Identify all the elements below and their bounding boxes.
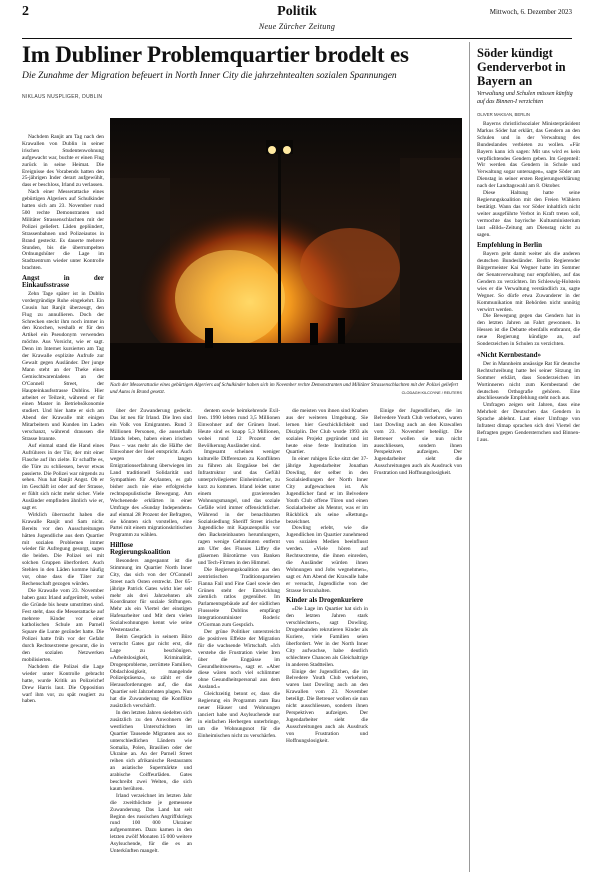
subheading: «Nicht Kernbestand»: [477, 351, 541, 359]
paragraph: Bayerns christlichsozialer Ministerpräsident Markus Söder hat erklärt, das Gendern an den Schulen und in der Verwaltung des Bundeslandes verbieten zu wollen. «Für Bayern kann ich sagen: Mit uns wird es kein verpflichtendes Gendern geben. Im Gegenteil: Wir werden das Gendern in Schule und Verwaltung sogar untersagen», sagte Söder am Dienstag in seiner ersten Regierungserklärung nach der Landtagswahl am 8. Oktober.: [477, 121, 580, 190]
paragraph: Auf einmal stand die Hand eines Aufrührers in der Tür, der mit einer Flasche auf ihn zielte. Er schaffte es, die Türe zu schliessen, bevor etwas passierte. Die Polizei war nirgends zu sehen. Nun hat Ranjit Angst. Ob er im Geschäft ist oder auf der Strasse, er fühlt sich nicht mehr sicher. Viele Ausländer empfinden ähnlich wie er, sagt er.: [22, 442, 104, 512]
page-number: 2: [22, 4, 29, 19]
caption-text: Nach der Messerattacke eines gebürtigen Algeriers auf Schulkinder haben sich im November rechte Demonstranten und Militäter Strassenschlachten mit der Polizei geliefert und Autos in Brand gesetzt.: [110, 383, 458, 395]
riot-photo: [110, 118, 462, 380]
paragraph: Die Krawalle vom 23. November haben ganz Irland aufgerüttelt, wobei die Gründe bis heute umstritten sind. Fest steht, dass die Messerattacke auf mehrere Kinder vor einer katholischen Schule am Parnell Square die Lunte gezündet hatte. Die Polizei hatte früh vor der Gefahr durch Rechtsextreme gewarnt, die in den sozialen Netzwerken mobilisierten.: [22, 587, 104, 663]
paragraph: Wirklich überrascht haben die Krawalle Ranjit und Sam nicht. Bereits vor den Ausschreitungen hätten Jugendliche aus dem Quartier mit sozialen Problemen immer wieder für Aufregung gesorgt, sagen die beiden. Die Polizei sei mit solchen Gruppen überfordert. Auch Stehlen in den Läden komme häufig vor, ohne dass die Täter zur Rechenschaft gezogen würden.: [22, 511, 104, 587]
article-byline: NIKLAUS NUSPLIGER, DUBLIN: [22, 94, 103, 100]
subheading: Kinder als Drogenkuriere: [286, 596, 363, 605]
header-rule: [22, 38, 572, 39]
main-article: [22, 42, 462, 872]
paragraph: In einer ruhigen Ecke sitzt der 37-jährige Jugendarbeiter Jonathan Dowling, der selber in den Sozialsiedlungen der North Inner City aufgewachsen ist. Als Jugendlicher fand er im Belvedere Youth Club offene Türen und einen Sozialarbeiter als Mentor, was er im Rückblick als seine «Rettung» bezeichnet.: [286, 456, 368, 525]
paragraph: dentem sowie heimkehrende Exil-Iren. 1990 lebten rund 3,5 Millionen Einwohner auf der Grünen Insel. Heute sind es knapp 5,3 Millionen, wobei rund 12 Prozent der Bevölkerung Ausländer sind.: [198, 408, 280, 449]
paragraph: Einige der Jugendlichen, die im Belvedere Youth Club verkehren, waren laut Dowling auch an den Krawallen vom 23. November beteiligt. Die Betreuer wollen sie nun nicht ausschliessen, sondern ihnen Perspektiven aufzeigen. Der Jugendarbeiter sieht die Ausschreitungen auch als Ausdruck von Frustration und Hoffnungslosigkeit.: [286, 668, 368, 744]
subheading: Hilflose Regierungskoalition: [110, 541, 171, 557]
paragraph: Nachdem Ranjit am Tag nach den Krawallen von Dublin in seiner irischen Studentenwohnung aufgewacht war, buchte er einen Flug zurück in seine Heimat. Die Ereignisse des Vorabends hatten den 25-jährigen Inder derart aufgewühlt, dass er beschloss, Irland zu verlassen.: [22, 134, 104, 189]
photo-credit: CLODAGH KILCOYNE / REUTERS: [401, 390, 462, 395]
sidebar-article: [469, 42, 580, 872]
masthead: Neue Zürcher Zeitung: [258, 22, 336, 31]
paragraph: Der grüne Politiker unterstreicht die positiven Effekte der Migration für die wachsende Wirtschaft. «Ich verstehe die Frustration vieler Iren über die Engpässe im Gesundheitswesen», sagt er. «Aber diese wären noch viel schlimmer ohne Gesundheitspersonal aus dem Ausland.»: [198, 629, 280, 691]
paragraph: Nach einer Messerattacke eines gebürtigen Algeriers auf Schulkinder hatten sich am 23. November rund 500 rechte Demonstranten und Militäter Strassenschlachten mit der Polizei geliefert. Läden geplündert, Strassenbahnen und Polizeiautos in Brand gesteckt. Es dauerte mehrere Stunden, bis die überrumpelten Ordnungshüter die Lage im Stadtzentrum wieder unter Kontrolle brachten.: [22, 189, 104, 272]
paragraph: Diese Haltung hatte seine Regierungskoalition mit den Freien Wählern bestätigt. Wann das vor Söder inhaltlich nicht weiter ausgeführte Verbot in Kraft treten soll, vermochte das bayrische Kultusministerium laut «Bild»-Zeitung am Dienstag nicht zu sagen.: [477, 190, 580, 238]
paragraph: Die Bewegung gegen das Gendern hat in den letzten Jahren an Fahrt gewonnen. In Hessen ist die Debatte ebenfalls entbrannt, die neue Regierung kündigte an, auf Sonderzeichen in Schulen zu verzichten.: [477, 313, 580, 348]
paragraph: Einige der Jugendlichen, die im Belvedere Youth Club verkehren, waren laut Dowling auch an den Krawallen vom 23. November beteiligt. Die Betreuer wollen sie nun nicht ausschliessen, sondern ihnen Perspektiven aufzeigen. Der Jugendarbeiter sieht die Ausschreitungen auch als Ausdruck von Frustration und Hoffnungslosigkeit.: [374, 408, 462, 477]
column-4: [286, 408, 368, 864]
column-3: [198, 408, 280, 864]
subheading: Empfehlung in Berlin: [477, 241, 542, 250]
paragraph: «Die Lage im Quartier hat sich in den letzten Jahren stark verschlechtert», sagt Dowling. Drogenbanden rekrutieren Kinder als Kuriere, viele Familien seien überfordert. Wer in der North Inner City aufwachse, habe deutlich schlechtere Chancen als Gleichaltrige in anderen Stadtteilen.: [286, 606, 368, 668]
paragraph: Beim Gespräch in seinem Büro verrucht Gates gar nicht erst, die Lage zu beschönigen. «Arbeitslosigkeit, Kriminalität, Drogenprobleme, zerrüttete Familien, Obdachlosigkeit, mangelnde Polizeipräsenz», so zählt er die Herausforderungen auf, die das Quartier seit Jahrzehnten plagen. Nun hat die Zuwanderung die Konflikte zusätzlich verschärft.: [110, 634, 192, 710]
article-headline: Im Dubliner Problemquartier brodelt es: [22, 42, 409, 67]
section-title: Politik: [277, 4, 317, 19]
photo-caption: [110, 383, 462, 396]
paragraph: Umfragen zeigen seit Jahren, dass eine Mehrheit der Deutschen das Gendern in Sprache ablehnt. Laut einer Umfrage von Infratest dimap sprachen sich drei Viertel der Befragten gegen Gendersternchen und Binnen-I aus.: [477, 402, 580, 443]
paragraph: Besonders angespannt ist die Stimmung im Quartier North Inner City, das sich von der O'Connell Street nach Osten erstreckt. Der 65-jährige Patrick Gates wirkt hier seit mehr als drei Jahrzehnten als Koordinator für soziale Stiftungen. Mehr als ein Viertel der einstigen Hafenarbeiter und Mit dem vielen Sozialwohnungen kennt wie seine Westentasche.: [110, 558, 192, 634]
column-2: [110, 408, 192, 864]
paragraph: Die Regierungskoalition aus den zentristischen Traditionsparteien Fianna Fail und Fine Gael sowie den Grünen steht der Entwicklung ziemlich ratlos gegenüber. Im Parlamentsgebäude auf der südlichen Flussseite Dublins empfängt Integrationsminister Roderic O'Gorman zum Gespräch.: [198, 566, 280, 629]
paragraph: In den letzten Jahren siedelten sich zusätzlich zu den Anwohnern der westlichen Unterschichten im Quartier Tausende Migranten aus so unterschiedlichen Ländern wie Somalia, Polen, Brasilien oder der Ukraine an. An der Parnell Street reihen sich afrikanische Restaurants an asiatische Supermärkte und arabische Coiffeurläden. Gates beschreibt zwei Welten, die sich kaum berühren.: [110, 709, 192, 792]
column-5: [374, 408, 462, 864]
subheading: Angst in der Einkaufsstrasse: [22, 274, 104, 290]
paragraph: über der Zuwanderung gedeckt. Das ist neu für Irland. Die Iren sind ein Volk von Emigranten. Rund 3 Millionen Personen, die ausserhalb Irlands leben, haben einen irischen Pass – was mehr als die Hälfte der Einwohner der Insel entspricht. Auch wegen der langen Emigrationserfahrung überwiegen im Land traditionell Solidarität und Sympathien für Asylanten, es gab bisher auch nie eine erfolgreiche rechtspopulistische Bewegung. Am Wochenende erklärten in einer Umfrage des «Sunday Independent» auf einmal 28 Prozent der Befragten, sie könnten sich vorstellen, eine Partei mit einem migrationskritischen Programm zu wählen.: [110, 408, 192, 539]
column-1: [22, 134, 104, 864]
paragraph: Irland verzeichnet im letzten Jahr die zweithöchste je gemessene Zuwanderung. Das Land hat seit Beginn des russischen Angriffskriegs rund 100 000 Ukrainer aufgenommen. Dazu kamen in den letzten zwölf Monaten 15 000 weitere Asylsuchende, für die es an Unterkünften mangelt.: [110, 792, 192, 855]
paragraph: Bayern geht damit weiter als die anderen deutschen Bundesländer. Berlin Regierender Bürgermeister Kai Wegner hatte im Sommer der Senatsverwaltung nur empfohlen, auf das Gendern zu verzichten. Im Schleswig-Holstein wies er die Verwaltung verständlich zu, sagte Wegner. So dürfe etwa Zuwanderer in der Kommunikation mit Behörden nicht unnötig verwirrt werden.: [477, 251, 580, 313]
paragraph: Der in Mannheim ansässige Rat für deutsche Rechtschreibung hatte bei seiner Sitzung im Sommer erklärt, dass Sonderzeichen im Wortinneren nicht zum Kernbestand der deutschen Orthografie gehören. Eine abschliessende Empfehlung steht noch aus.: [477, 360, 580, 402]
paragraph: Imgesamt scheinen weniger kulturelle Differenzen zu Konflikten zu führen als Engpässe bei der Infrastruktur und das Gefühl unterprivilegierter Einheimischer, zu kurz zu kommen. Irland leidet unter einem gravierenden Wohnungsmangel, und das soziale Gefälle wird immer offensichtlicher. Während in der benachbarten Sozialsiedlung Sheriff Street irische Jugendliche mit Kapuzenpullis vor den Backsteinbauten herumlungern, ragen wenige Gehminuten entfernt am Ufer des Flusses Liffey die gläsernen Bürotürme von Banken und Tech-Firmen in den Himmel.: [198, 449, 280, 566]
paragraph: Zehn Tage später ist in Dublin vordergründige Ruhe eingekehrt. Ein Cousin hat Ranjit überzeugt, den Flug zu annullieren. Doch der Schrecken steckt ihm noch immer in den Knochen, weshalb er für den Artikel ein Pseudonym verwenden möchte. Aus Vorsicht, wie er sagt. Denn im Internet kursierten am Tag der Krawalle explizite Aufrufe zur Gewalt gegen Ausländer. Der junge Mann steht an der Theke eines Gemischtwarenladens an der O'Connell Street, der Haupteinkaufsstrasse Dublins. Hier arbeitet er Teilzeit, während er für einen Master in Betriebsökonomie studiert. Und hier hatte er sich am Abend der Krawalle mit einigen Mitarbeitern und Kunden im Laden verschanzt, während draussen die Strasse brannte.: [22, 290, 104, 442]
sidebar-subheadline: Verwaltung und Schulen müssen künftig auf das Binnen-I verzichten: [477, 91, 573, 105]
sidebar-body: [477, 121, 580, 444]
paragraph: Dowling erlebt, wie die Jugendlichen im Quartier zunehmend von sozialen Medien beeinflusst werden. «Viele hören auf Rechtsextreme, die ihnen einreden, die Ausländer würden ihnen Wohnungen und Jobs wegnehmen», sagt er. Am Abend der Krawalle habe er versucht, Jugendliche von der Strasse fernzuhalten.: [286, 525, 368, 594]
paragraph: Gleichzeitig betont er, dass die Regierung ein Programm zum Bau neuer Häuser und Wohnungen lanciert habe und Asylsuchende nur in einfachen Herbergen unterbringe, um die Wohnungsnot für die Einheimischen nicht zu verschärfen.: [198, 691, 280, 739]
sidebar-byline: OLIVER MAKSAN, BERLIN: [477, 112, 531, 117]
paragraph: die meisten von ihnen sind Knaben aus der weiteren Umgebung. Sie lernen hier Geschicklichkeit und Disziplin. Der Club wurde 1993 als soziales Projekt gegründet und ist heute eine feste Institution im Quartier.: [286, 408, 368, 456]
page-header: [22, 4, 572, 38]
article-subheadline: Die Zunahme der Migration befeuert in North Inner City die jahrzehntealten sozialen Spannungen: [22, 71, 397, 81]
issue-date: Mittwoch, 6. Dezember 2023: [489, 8, 572, 16]
sidebar-headline: Söder kündigt Genderverbot in Bayern an: [477, 46, 566, 88]
paragraph: Nachdem die Polizei die Lage wieder unter Kontrolle gebracht hatte, wurde Kritik an Polizeichef Drew Harris laut. Die Opposition warf ihm vor, zu spät reagiert zu haben.: [22, 663, 104, 705]
